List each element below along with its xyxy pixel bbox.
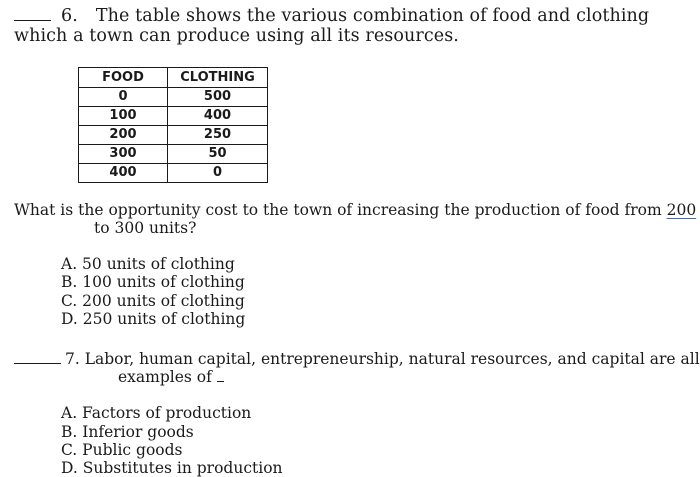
- table-cell-food: 0: [79, 88, 168, 107]
- question-7-option-a[interactable]: A. Factors of production: [61, 404, 252, 422]
- table-header-clothing: CLOTHING: [168, 68, 268, 88]
- question-7-text-line1: 7. Labor, human capital, entrepreneurship, natural resources, and capital are all: [65, 350, 700, 368]
- table-cell-food: 100: [79, 107, 168, 126]
- question-7-option-b[interactable]: B. Inferior goods: [61, 423, 194, 441]
- table-row: [79, 145, 268, 164]
- question-6-text-line2: which a town can produce using all its resources.: [14, 26, 459, 46]
- table-cell-clothing: 0: [168, 164, 268, 183]
- table-row: [79, 164, 268, 183]
- table-header-food: FOOD: [79, 68, 168, 88]
- question-7-heading: [14, 349, 700, 368]
- table-cell-clothing: 400: [168, 107, 268, 126]
- question-7-text-line2: examples of: [118, 368, 212, 386]
- question-6-option-d[interactable]: D. 250 units of clothing: [61, 310, 246, 328]
- question-6-prompt-value: 200: [666, 201, 697, 219]
- table-cell-clothing: 500: [168, 88, 268, 107]
- food-clothing-table: [78, 67, 268, 183]
- answer-blank-6[interactable]: [14, 5, 51, 21]
- question-7-text-line2-wrap: [118, 368, 224, 386]
- question-6-prompt: [14, 201, 696, 219]
- question-6-text-line1: The table shows the various combination of food and clothing: [95, 6, 650, 26]
- table-row: [79, 126, 268, 145]
- question-6-option-c[interactable]: C. 200 units of clothing: [61, 292, 245, 310]
- question-6-option-b[interactable]: B. 100 units of clothing: [61, 273, 245, 291]
- question-6-prompt-text: What is the opportunity cost to the town of increasing the production of food from: [14, 201, 667, 219]
- question-6-prompt-line2: to 300 units?: [94, 219, 197, 237]
- fill-in-blank[interactable]: [217, 368, 224, 382]
- table-row: [79, 107, 268, 126]
- table-cell-food: 400: [79, 164, 168, 183]
- table-cell-food: 300: [79, 145, 168, 164]
- answer-blank-7[interactable]: [14, 349, 61, 364]
- question-7-option-c[interactable]: C. Public goods: [61, 441, 183, 459]
- table-cell-clothing: 50: [168, 145, 268, 164]
- table-cell-food: 200: [79, 126, 168, 145]
- table-header-row: [79, 68, 268, 88]
- question-7-option-d[interactable]: D. Substitutes in production: [61, 459, 283, 477]
- table-cell-clothing: 250: [168, 126, 268, 145]
- question-6-option-a[interactable]: A. 50 units of clothing: [61, 255, 235, 273]
- question-6-number: 6.: [61, 6, 78, 26]
- table-row: [79, 88, 268, 107]
- question-6-heading: [14, 5, 649, 26]
